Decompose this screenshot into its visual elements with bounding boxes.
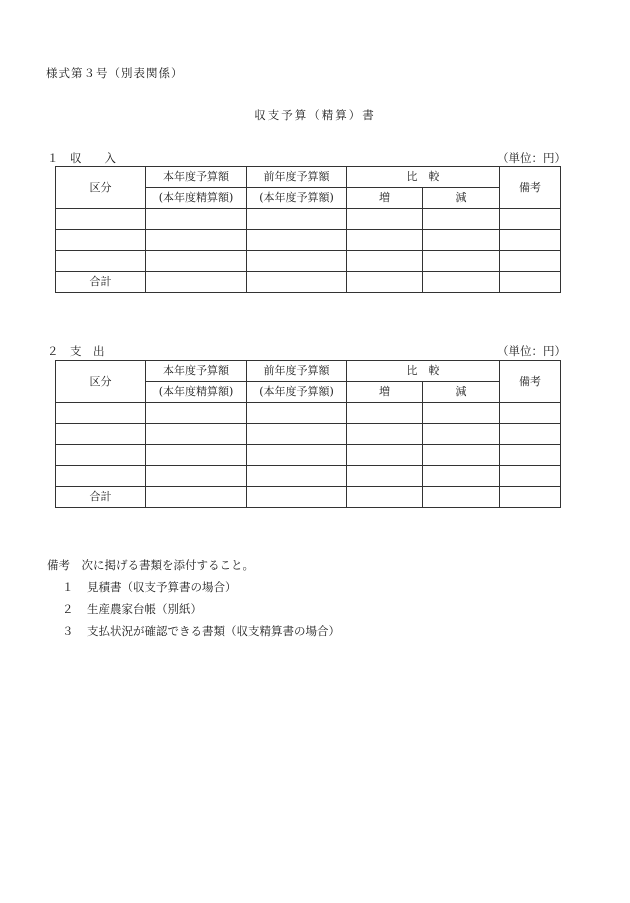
header-previous-budget: 前年度予算額 xyxy=(247,361,347,382)
remark-number: １ xyxy=(62,580,74,594)
header-compare: 比 較 xyxy=(347,361,500,382)
remark-item xyxy=(62,623,340,639)
expense-table xyxy=(55,360,561,508)
expense-unit-label: （単位：円） xyxy=(497,344,566,358)
header-current-settlement: (本年度精算額) xyxy=(146,188,247,209)
header-current-settlement: (本年度精算額) xyxy=(146,382,247,403)
total-label: 合計 xyxy=(56,487,146,508)
header-current-budget: 本年度予算額 xyxy=(146,167,247,188)
table-row xyxy=(56,424,561,445)
header-decrease: 減 xyxy=(423,188,500,209)
remark-text: 見積書（収支予算書の場合） xyxy=(87,580,237,594)
header-previous-sub: (本年度予算額) xyxy=(247,188,347,209)
header-category: 区分 xyxy=(56,361,146,403)
header-remarks: 備考 xyxy=(500,361,561,403)
remarks-label: 備考 次に掲げる書類を添付すること。 xyxy=(47,558,254,572)
header-compare: 比 較 xyxy=(347,167,500,188)
remark-text: 生産農家台帳（別紙） xyxy=(87,602,202,616)
income-table xyxy=(55,166,561,293)
form-number: 様式第３号（別表関係） xyxy=(46,66,184,80)
income-section-heading: １ 収 入 xyxy=(47,151,116,165)
header-increase: 増 xyxy=(347,188,423,209)
income-unit-label: （単位：円） xyxy=(497,151,566,165)
total-row xyxy=(56,272,561,293)
header-decrease: 減 xyxy=(423,382,500,403)
header-remarks: 備考 xyxy=(500,167,561,209)
header-category: 区分 xyxy=(56,167,146,209)
table-row xyxy=(56,445,561,466)
table-row xyxy=(56,230,561,251)
remark-item xyxy=(62,601,202,617)
table-row xyxy=(56,209,561,230)
header-current-budget: 本年度予算額 xyxy=(146,361,247,382)
header-previous-budget: 前年度予算額 xyxy=(247,167,347,188)
table-row xyxy=(56,251,561,272)
total-row xyxy=(56,487,561,508)
document-title: 収支予算（精算）書 xyxy=(254,108,376,122)
table-row xyxy=(56,466,561,487)
header-increase: 増 xyxy=(347,382,423,403)
remark-text: 支払状況が確認できる書類（収支精算書の場合） xyxy=(87,624,340,638)
total-label: 合計 xyxy=(56,272,146,293)
remark-item xyxy=(62,579,237,595)
remark-number: ３ xyxy=(62,624,74,638)
remark-number: ２ xyxy=(62,602,74,616)
header-previous-sub: (本年度予算額) xyxy=(247,382,347,403)
expense-section-heading: ２ 支 出 xyxy=(47,344,105,358)
table-row xyxy=(56,403,561,424)
